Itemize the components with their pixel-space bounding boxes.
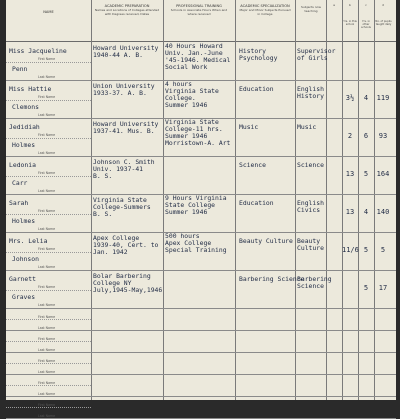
academic-specialization: Beauty Culture	[239, 237, 293, 245]
name-divider	[6, 214, 91, 215]
last-name: Holmes	[12, 141, 36, 149]
name-divider	[6, 176, 91, 177]
academic-specialization: Barbering Science	[239, 275, 305, 283]
col-divider	[342, 0, 343, 400]
col-divider	[163, 0, 164, 400]
name-divider	[6, 363, 91, 364]
col-divider	[235, 0, 236, 400]
col-b-value: 3½	[345, 94, 355, 102]
first-name: Ledonia	[9, 161, 36, 169]
subjects-teaching: English Civics	[297, 199, 324, 214]
last-name-label: Last Name	[38, 189, 56, 193]
first-name-label: First Name	[38, 133, 56, 137]
row-divider	[6, 270, 396, 271]
subjects-teaching: Barbering Science	[297, 275, 332, 290]
academic-specialization: Education	[239, 85, 274, 93]
header-professional-sub: Schools in Associate Hours When and where received	[170, 8, 228, 16]
record-sheet	[6, 0, 396, 418]
professional-training: 4 hours Virginia State College. Summer 1946	[165, 80, 219, 109]
header-academic: ACADEMIC PREPARATION	[104, 4, 150, 8]
header-name: NAME	[43, 10, 54, 14]
first-name-label: First Name	[38, 337, 56, 341]
header-col-d: d	[382, 3, 384, 7]
first-name-label: First Name	[38, 247, 56, 251]
last-name-label: Last Name	[38, 392, 56, 396]
academic-preparation: Virginia State College-Summers B. S.	[93, 196, 151, 218]
name-divider	[6, 100, 91, 101]
subjects-teaching: Science	[297, 161, 324, 169]
professional-training: Virginia State College-11 hrs. Summer 1946 Morristown-A. Art	[165, 118, 231, 147]
last-name: Johnson	[12, 255, 39, 263]
col-d-value: 140	[376, 208, 390, 216]
academic-preparation: Howard University 1940-44 A. B.	[93, 44, 159, 59]
col-b-value: 11/6	[342, 246, 359, 254]
last-name-label: Last Name	[38, 370, 56, 374]
academic-preparation: Union University 1933-37. A. B.	[93, 82, 155, 97]
first-name-label: First Name	[38, 171, 56, 175]
row-divider	[6, 396, 396, 397]
col-d-value: 17	[378, 284, 388, 292]
col-d-value: 164	[376, 170, 390, 178]
col-c-value: 6	[363, 132, 369, 140]
academic-specialization: History Psychology	[239, 47, 278, 62]
first-name-label: First Name	[38, 403, 56, 407]
col-divider	[374, 0, 375, 400]
academic-preparation: Howard University 1937-41. Mus. B.	[93, 120, 159, 135]
last-name: Clemons	[12, 103, 39, 111]
last-name-label: Last Name	[38, 151, 56, 155]
subjects-teaching: Music	[297, 123, 317, 131]
col-c-value: 5	[363, 284, 369, 292]
name-divider	[6, 319, 91, 320]
col-d-value: 5	[380, 246, 386, 254]
first-name-label: First Name	[38, 95, 56, 99]
header-teaching: Subjects now teaching	[301, 5, 321, 13]
academic-specialization: Education	[239, 199, 274, 207]
row-divider	[6, 374, 396, 375]
professional-training: 40 Hours Howard Univ. Jan.-June '45-1946. Medical Social Work	[165, 42, 231, 71]
col-d-value: 93	[378, 132, 388, 140]
last-name: Carr	[12, 179, 28, 187]
last-name: Penn	[12, 65, 28, 73]
academic-preparation: Apex College 1939-40, Cert. to Jan. 1942	[93, 234, 159, 256]
last-name-label: Last Name	[38, 303, 56, 307]
last-name-label: Last Name	[38, 227, 56, 231]
col-b-value: 2	[347, 132, 353, 140]
subjects-teaching: Supervisor of Girls	[297, 47, 336, 62]
first-name-label: First Name	[38, 285, 56, 289]
first-name: Mrs. Lelia	[9, 237, 48, 245]
subjects-teaching: English History	[297, 85, 324, 100]
first-name: Miss Hattie	[9, 85, 52, 93]
header-col-a: a	[333, 3, 335, 7]
col-b-value: 13	[345, 170, 355, 178]
table-header	[6, 0, 396, 42]
col-c-value: 5	[363, 170, 369, 178]
first-name: Sarah	[9, 199, 29, 207]
name-divider	[6, 385, 91, 386]
last-name-label: Last Name	[38, 265, 56, 269]
first-name: Miss Jacqueline	[9, 47, 67, 55]
last-name-label: Last Name	[38, 75, 56, 79]
col-c-value: 4	[363, 94, 369, 102]
last-name-label: Last Name	[38, 348, 56, 352]
subjects-teaching: Beauty Culture	[297, 237, 324, 252]
academic-preparation: Bolar Barbering College NY July,1945-May,1946	[93, 272, 163, 294]
row-divider	[6, 308, 396, 309]
first-name-label: First Name	[38, 359, 56, 363]
name-divider	[6, 407, 91, 408]
header-col-c: c	[365, 3, 367, 7]
col-divider	[358, 0, 359, 400]
header-col-c-sub: Yrs. in other schools	[361, 20, 371, 29]
col-c-value: 5	[363, 246, 369, 254]
header-col-b-sub: Yrs. in this school	[343, 20, 357, 26]
name-divider	[6, 290, 91, 291]
first-name: Jedidiah	[9, 123, 40, 131]
first-name-label: First Name	[38, 209, 56, 213]
header-academic-sub: Names and Locations of Colleges attended with Degrees received, Dates	[94, 8, 160, 16]
last-name: Holmes	[12, 217, 36, 225]
header-specialization-sub: Major and Minor Subjects Pursued in College	[239, 8, 291, 16]
academic-preparation: Johnson C. Smith Univ. 1937-41 B. S.	[93, 158, 155, 180]
name-divider	[6, 62, 91, 63]
professional-training: 500 hours Apex College Special Training	[165, 232, 227, 254]
first-name-label: First Name	[38, 315, 56, 319]
name-divider	[6, 252, 91, 253]
professional-training: 9 Hours Virginia State College Summer 1946	[165, 194, 227, 216]
col-b-value: 13	[345, 208, 355, 216]
col-d-value: 119	[376, 94, 390, 102]
first-name: Garnett	[9, 275, 36, 283]
header-col-b: b	[349, 3, 351, 7]
last-name: Graves	[12, 293, 36, 301]
first-name-label: First Name	[38, 381, 56, 385]
last-name-label: Last Name	[38, 326, 56, 330]
last-name-label: Last Name	[38, 113, 56, 117]
col-divider	[295, 0, 296, 400]
row-divider	[6, 156, 396, 157]
academic-specialization: Science	[239, 161, 266, 169]
header-specialization: ACADEMIC SPECIALIZATION	[240, 4, 290, 8]
row-divider	[6, 352, 396, 353]
row-divider	[6, 330, 396, 331]
first-name-label: First Name	[38, 57, 56, 61]
name-divider	[6, 341, 91, 342]
academic-specialization: Music	[239, 123, 259, 131]
col-divider	[91, 0, 92, 400]
header-col-d-sub: No. of pupils taught daily	[375, 20, 392, 26]
last-name-label: Last Name	[38, 414, 56, 418]
name-divider	[6, 138, 91, 139]
header-professional: PROFESSIONAL TRAINING	[176, 4, 222, 8]
col-c-value: 4	[363, 208, 369, 216]
